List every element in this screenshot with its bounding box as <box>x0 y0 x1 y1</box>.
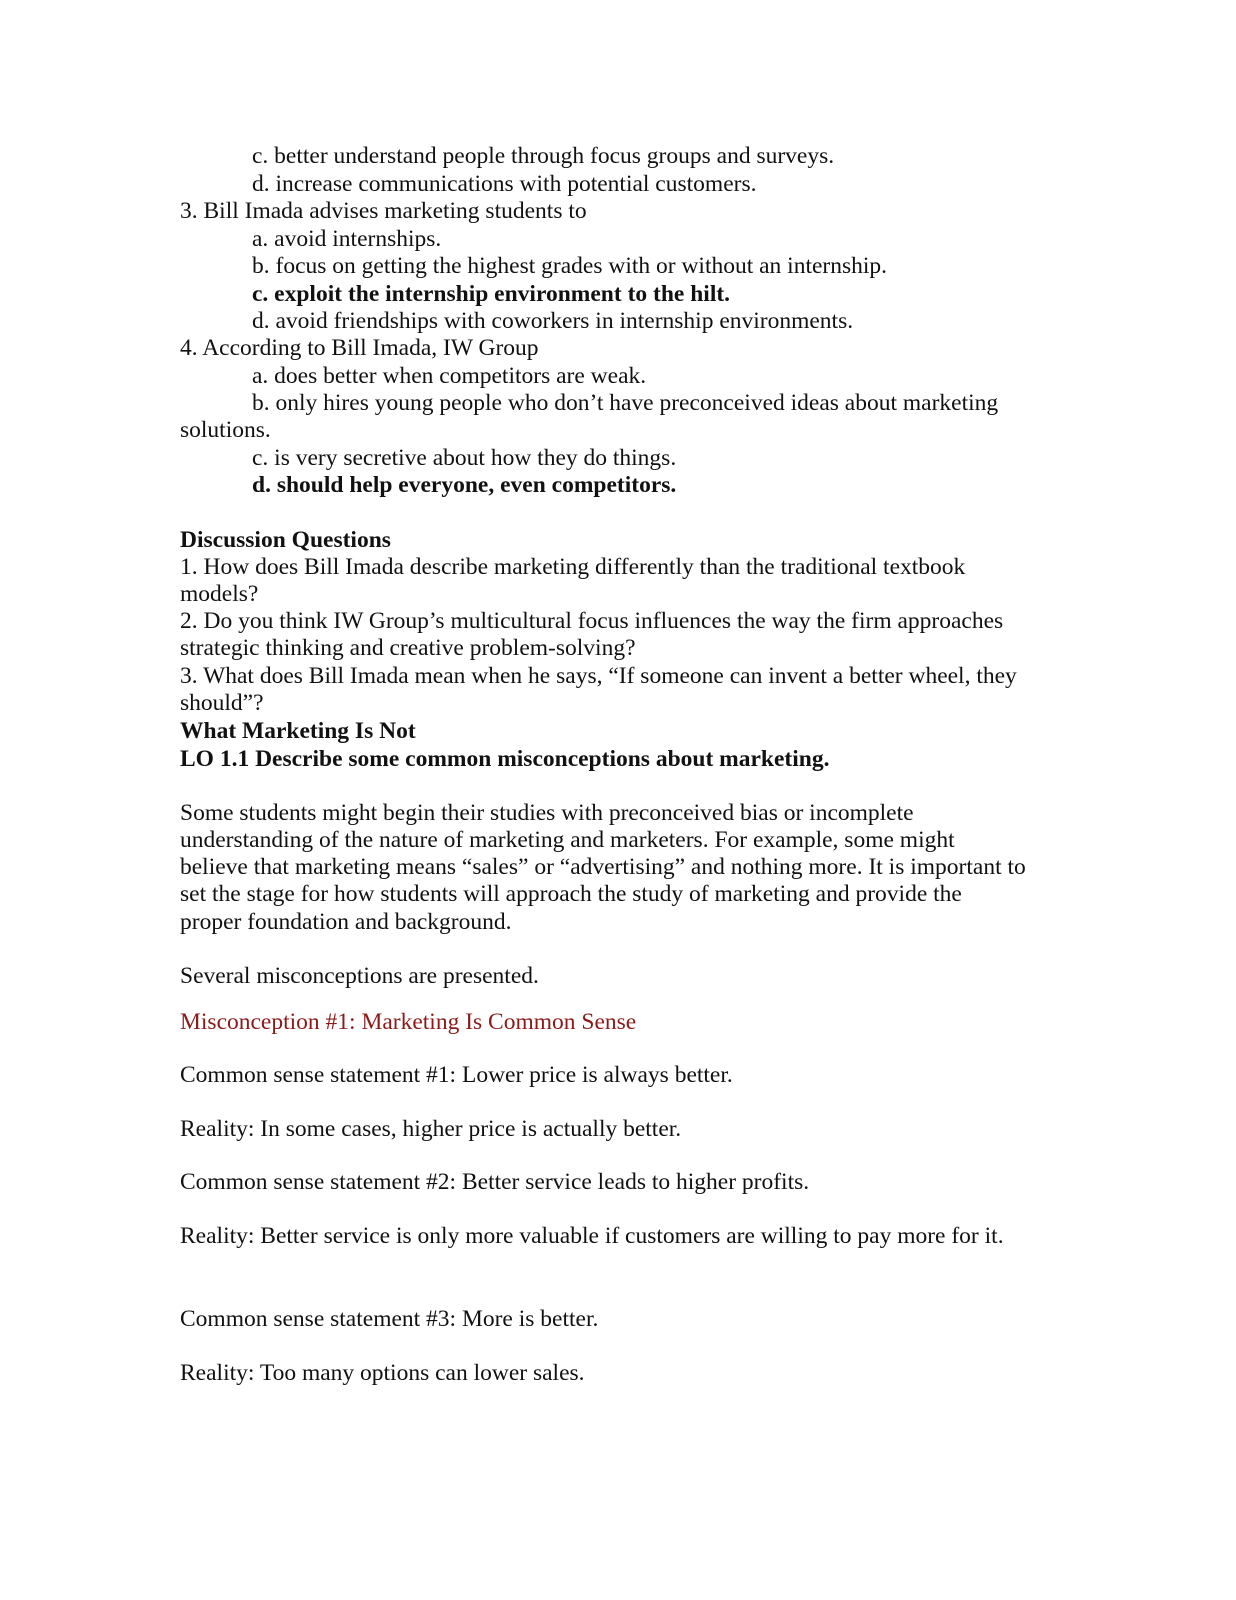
reality-3: Reality: Too many options can lower sales. <box>180 1360 585 1386</box>
q2-option-c: c. better understand people through focus groups and surveys. <box>252 143 835 169</box>
discussion-q1-line1: 1. How does Bill Imada describe marketing differently than the traditional textbook <box>180 554 966 580</box>
discussion-q3-line1: 3. What does Bill Imada mean when he says, “If someone can invent a better wheel, they <box>180 663 1017 689</box>
paragraph-line: set the stage for how students will approach the study of marketing and provide the <box>180 881 962 907</box>
q3-option-b: b. focus on getting the highest grades with or without an internship. <box>252 253 888 279</box>
misconception-1-heading: Misconception #1: Marketing Is Common Sense <box>180 1009 637 1035</box>
discussion-heading: Discussion Questions <box>180 527 391 553</box>
q4-option-d-answer: d. should help everyone, even competitors. <box>252 472 677 498</box>
learning-objective: LO 1.1 Describe some common misconceptions about marketing. <box>180 746 830 772</box>
q2-option-d: d. increase communications with potential customers. <box>252 171 757 197</box>
q3-stem: 3. Bill Imada advises marketing students to <box>180 198 587 224</box>
paragraph-line: Some students might begin their studies with preconceived bias or incomplete <box>180 800 914 826</box>
q4-stem: 4. According to Bill Imada, IW Group <box>180 335 539 361</box>
q3-option-a: a. avoid internships. <box>252 226 442 252</box>
statement-3: Common sense statement #3: More is better. <box>180 1306 599 1332</box>
statement-2: Common sense statement #2: Better service leads to higher profits. <box>180 1169 810 1195</box>
discussion-q1-line2: models? <box>180 581 259 607</box>
q4-option-c: c. is very secretive about how they do things. <box>252 445 677 471</box>
q3-option-d: d. avoid friendships with coworkers in internship environments. <box>252 308 854 334</box>
q4-option-a: a. does better when competitors are weak. <box>252 363 647 389</box>
discussion-q2-line1: 2. Do you think IW Group’s multicultural focus influences the way the firm approaches <box>180 608 1004 634</box>
discussion-q3-line2: should”? <box>180 690 264 716</box>
section-heading: What Marketing Is Not <box>180 718 416 744</box>
statement-1: Common sense statement #1: Lower price is always better. <box>180 1062 733 1088</box>
q3-option-c-answer: c. exploit the internship environment to the hilt. <box>252 281 731 307</box>
q4-option-b-line1: b. only hires young people who don’t have preconceived ideas about marketing <box>252 390 999 416</box>
paragraph-line: understanding of the nature of marketing and marketers. For example, some might <box>180 827 955 853</box>
paragraph-line: proper foundation and background. <box>180 909 512 935</box>
q4-option-b-line2: solutions. <box>180 417 271 443</box>
paragraph-line: believe that marketing means “sales” or “advertising” and nothing more. It is important to <box>180 854 1026 880</box>
reality-2: Reality: Better service is only more valuable if customers are willing to pay more for it. <box>180 1223 1004 1249</box>
reality-1: Reality: In some cases, higher price is actually better. <box>180 1116 682 1142</box>
misconceptions-intro: Several misconceptions are presented. <box>180 963 539 989</box>
discussion-q2-line2: strategic thinking and creative problem-solving? <box>180 635 636 661</box>
